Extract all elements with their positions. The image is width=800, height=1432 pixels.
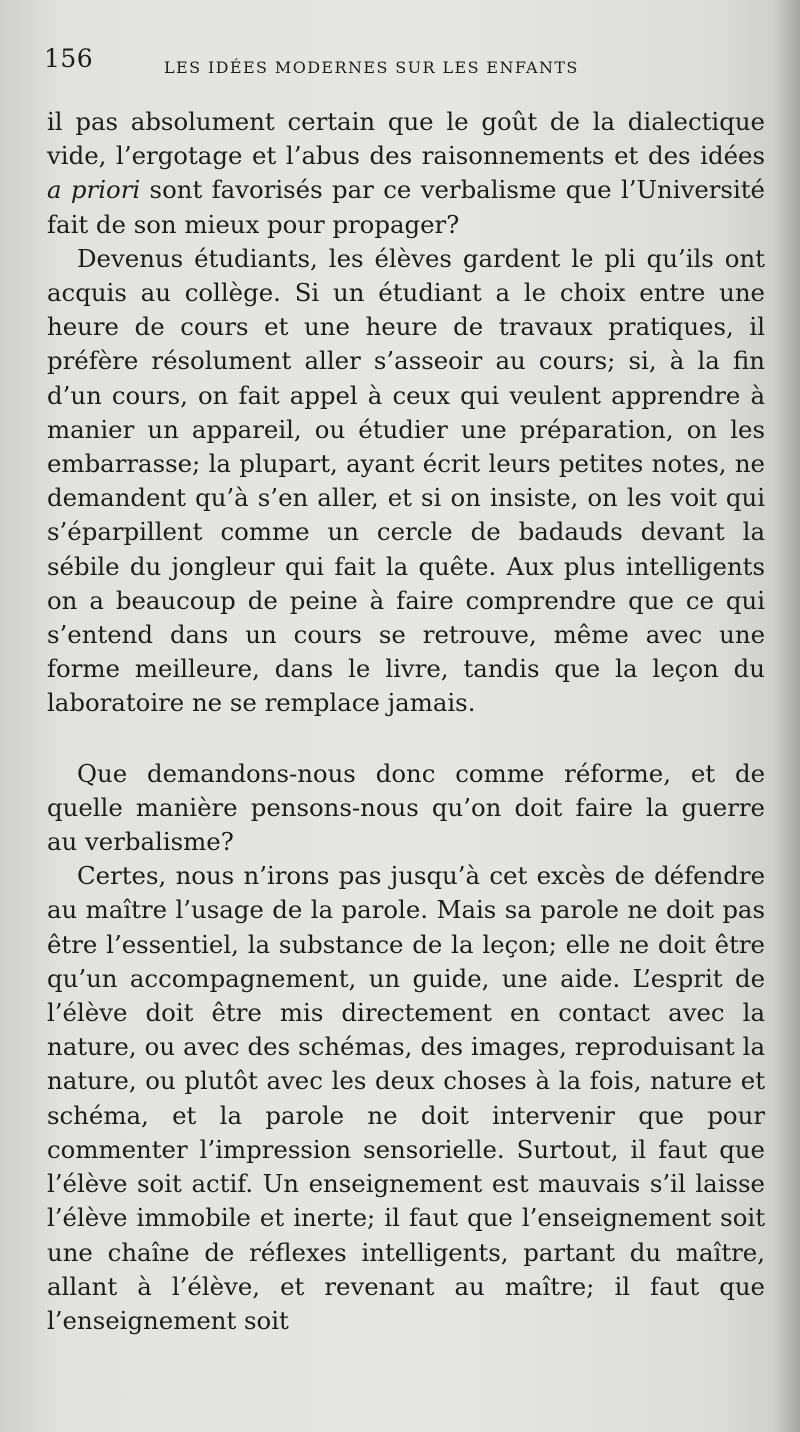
text-run: sont favorisés par ce verbalisme que l’Université fait de son mieux pour propager? — [47, 175, 765, 239]
page-edge-shadow — [774, 0, 800, 1432]
page-body — [47, 105, 765, 1338]
paragraph: Que demandons-nous donc comme réforme, et de quelle manière pensons-nous qu’on doit faire la guerre au verbalisme? — [47, 758, 765, 857]
page-number: 156 — [44, 44, 94, 73]
paragraph — [47, 105, 765, 242]
paragraph: Certes, nous n’irons pas jusqu’à cet excès de défendre au maître l’usage de la parole. Mais sa parole ne doit pas être l’essentiel, la substance de la leçon; elle ne doit être qu’un accompagnement, un guide, une aide. L’esprit de l’élève doit être mis directement en contact avec la nature, ou avec des schémas, des images, reproduisant la nature, ou plutôt avec les deux choses à la fois, nature et schéma, et la parole ne doit intervenir que pour commenter l’impression sensorielle. Surtout, il faut que l’élève soit actif. Un enseignement est mauvais s’il laisse l’élève immobile et inerte; il faut que l’enseignement soit une chaîne de réflexes intelligents, partant du maître, allant à l’élève, et revenant au maître; il faut que l’enseignement soit — [47, 861, 765, 1335]
text-section-2 — [47, 757, 765, 1338]
italic-term: a priori — [47, 175, 141, 205]
running-title: LES IDÉES MODERNES SUR LES ENFANTS — [164, 58, 579, 77]
paragraph: Devenus étudiants, les élèves gardent le pli qu’ils ont acquis au collège. Si un étudiant a le choix entre une heure de cours et une heure de travaux pratiques, il préfère résolument aller s’asseoir au cours; si, à la fin d’un cours, on fait appel à ceux qui veulent apprendre à manier un appareil, ou étudier une préparation, on les embarrasse; la plupart, ayant écrit leurs petites notes, ne demandent qu’à s’en aller, et si on insiste, on les voit qui s’éparpillent comme un cercle de badauds devant la sébile du jongleur qui fait la quête. Aux plus intelligents on a beaucoup de peine à faire comprendre que ce qui s’entend dans un cours se retrouve, même avec une forme meilleure, dans le livre, tandis que la leçon du laboratoire ne se remplace jamais. — [47, 243, 765, 718]
page-header — [44, 40, 764, 80]
text-section-1 — [47, 105, 765, 721]
section-break — [47, 721, 765, 757]
text-run: il pas absolument certain que le goût de la dialectique vide, l’ergotage et l’abus des raisonnements et des idées — [47, 107, 765, 171]
